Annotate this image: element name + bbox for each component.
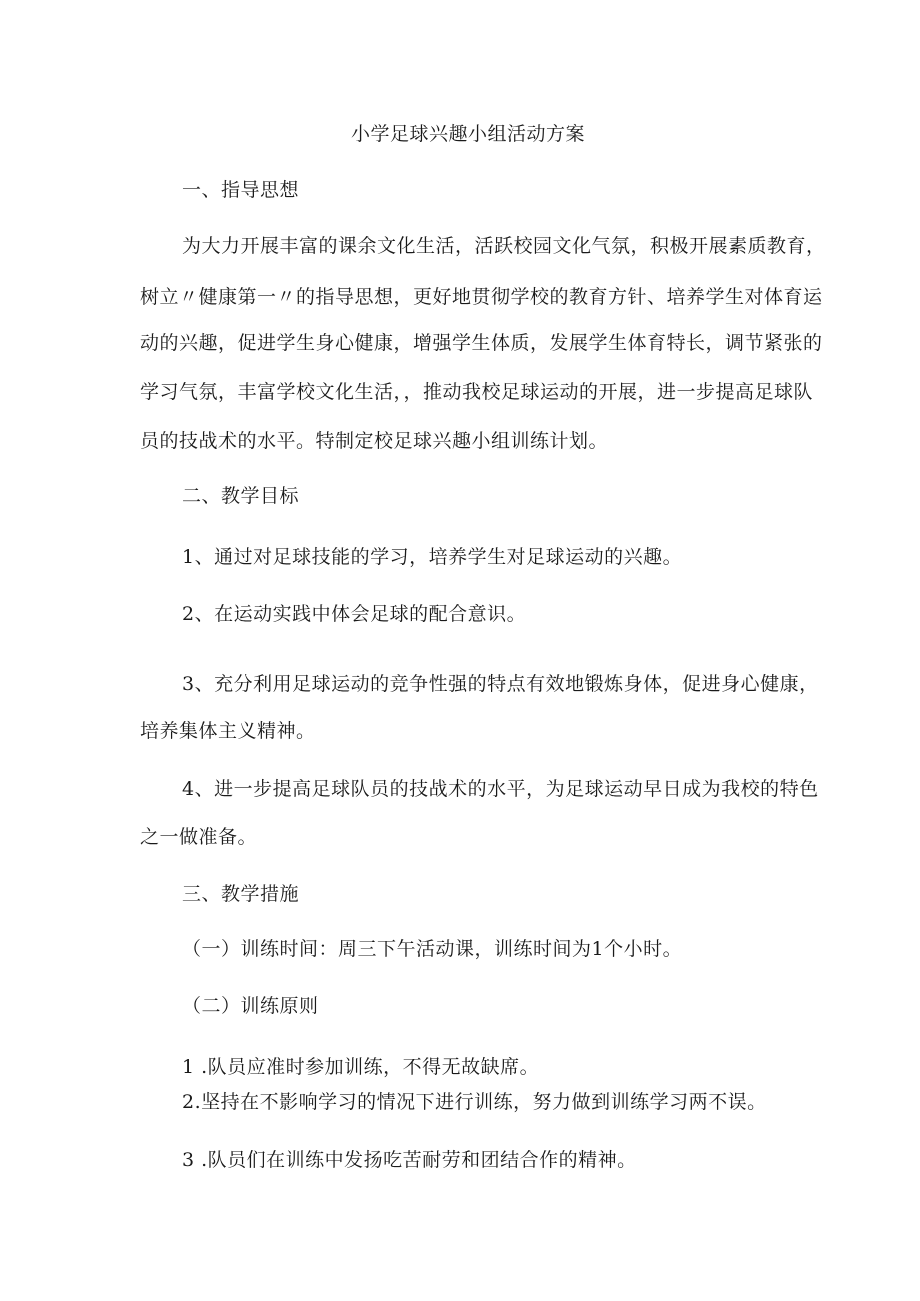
training-time: （一）训练时间：周三下午活动课，训练时间为1个小时。: [182, 938, 683, 960]
rule-item: 3 .队员们在训练中发扬吃苦耐劳和团结合作的精神。: [182, 1149, 637, 1171]
goal-item: 4、进一步提高足球队员的技战术的水平，为足球运动早日成为我校的特色: [182, 778, 819, 800]
goal-item: 2、在运动实践中体会足球的配合意识。: [182, 603, 527, 625]
paragraph-line: 动的兴趣，促进学生身心健康，增强学生体质，发展学生体育特长，调节紧张的: [140, 332, 823, 354]
rule-item: 2.坚持在不影响学习的情况下进行训练，努力做到训练学习两不误。: [182, 1091, 767, 1113]
goal-item-continuation: 培养集体主义精神。: [140, 720, 316, 742]
training-principles-heading: （二）训练原则: [182, 995, 319, 1017]
section-heading-teaching-measures: 三、教学措施: [182, 883, 300, 905]
goal-item: 1、通过对足球技能的学习，培养学生对足球运动的兴趣。: [182, 546, 683, 568]
paragraph-line: 为大力开展丰富的课余文化生活，活跃校园文化气氛，积极开展素质教育，: [182, 235, 826, 257]
section-heading-teaching-goals: 二、教学目标: [182, 485, 300, 507]
paragraph-line: 员的技战术的水平。特制定校足球兴趣小组训练计划。: [140, 430, 609, 452]
goal-item-continuation: 之一做准备。: [140, 826, 258, 848]
section-heading-guiding-thought: 一、指导思想: [182, 179, 300, 201]
document-title: 小学足球兴趣小组活动方案: [351, 123, 586, 145]
paragraph-line: 树立〃健康第一〃的指导思想，更好地贯彻学校的教育方针、培养学生对体育运: [140, 286, 823, 308]
paragraph-line: 学习气氛，丰富学校文化生活，，推动我校足球运动的开展，进一步提高足球队: [140, 381, 814, 403]
goal-item: 3、充分利用足球运动的竞争性强的特点有效地锻炼身体，促进身心健康，: [182, 673, 819, 695]
rule-item: 1 .队员应准时参加训练，不得无故缺席。: [182, 1056, 540, 1078]
